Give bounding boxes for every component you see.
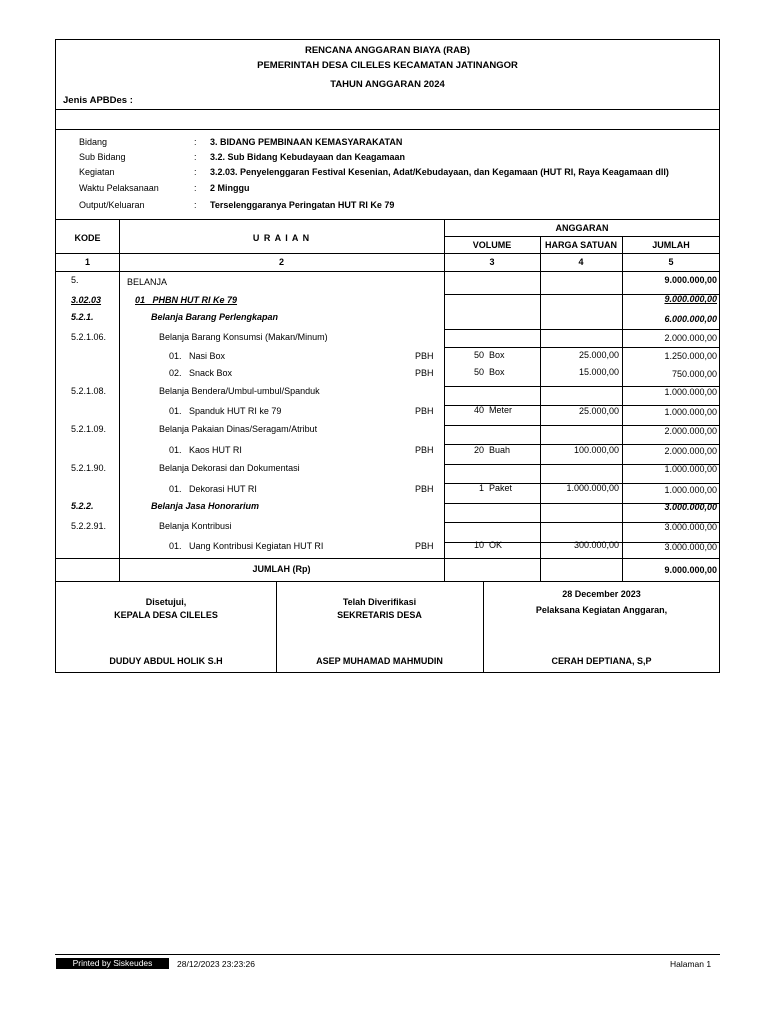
col-number: 1 bbox=[84, 257, 90, 267]
rab-document bbox=[55, 39, 720, 673]
row-harga: 1.000.000,00 bbox=[566, 483, 619, 493]
row-jumlah: 9.000.000,00 bbox=[664, 294, 717, 304]
row-uraian: 02. Snack Box bbox=[169, 368, 233, 378]
page-number: Halaman 1 bbox=[670, 959, 712, 969]
row-divider bbox=[444, 347, 719, 348]
sig1-line2: KEPALA DESA CILELES bbox=[114, 610, 218, 620]
row-satuan: PBH bbox=[415, 445, 434, 455]
row-uraian: 01. Uang Kontribusi Kegiatan HUT RI bbox=[169, 541, 324, 551]
row-kode: 5.2.1. bbox=[71, 312, 94, 322]
info-sep: : bbox=[194, 200, 197, 210]
row-kode: 5.2.1.09. bbox=[71, 424, 107, 434]
row-uraian: Belanja Jasa Honorarium bbox=[151, 501, 260, 511]
row-volume: 1 Paket bbox=[479, 483, 513, 493]
row-harga: 15.000,00 bbox=[578, 367, 619, 377]
row-jumlah: 1.250.000,00 bbox=[664, 351, 717, 361]
sig2-line2: SEKRETARIS DESA bbox=[337, 610, 422, 620]
row-volume: 40 Meter bbox=[474, 405, 513, 415]
row-volume: 50 Box bbox=[474, 367, 505, 377]
info-label: Waktu Pelaksanaan bbox=[79, 183, 159, 193]
doc-title: RENCANA ANGGARAN BIAYA (RAB) bbox=[304, 45, 471, 56]
row-uraian: 01. Kaos HUT RI bbox=[169, 445, 242, 455]
row-jumlah: 750.000,00 bbox=[671, 369, 717, 379]
divider bbox=[56, 219, 719, 220]
row-jumlah: 9.000.000,00 bbox=[664, 275, 717, 285]
row-kode: 5.2.1.06. bbox=[71, 332, 107, 342]
col-number: 5 bbox=[668, 257, 674, 267]
row-uraian: BELANJA bbox=[127, 277, 168, 287]
sig3-name: CERAH DEPTIANA, S,P bbox=[551, 656, 652, 666]
divider bbox=[56, 253, 719, 254]
doc-year: TAHUN ANGGARAN 2024 bbox=[330, 79, 445, 90]
divider bbox=[56, 109, 719, 110]
print-datetime: 28/12/2023 23:23:26 bbox=[177, 959, 255, 969]
info-label: Output/Keluaran bbox=[79, 200, 145, 210]
divider bbox=[56, 271, 719, 272]
row-uraian: Belanja Pakaian Dinas/Seragam/Atribut bbox=[159, 424, 318, 434]
sig2-line1: Telah Diverifikasi bbox=[342, 597, 417, 607]
row-kode: 5.2.1.90. bbox=[71, 463, 107, 473]
row-satuan: PBH bbox=[415, 484, 434, 494]
row-jumlah: 3.000.000,00 bbox=[664, 522, 717, 532]
sig2-name: ASEP MUHAMAD MAHMUDIN bbox=[316, 656, 443, 666]
row-kode: 3.02.03 bbox=[71, 295, 102, 305]
col-number: 4 bbox=[578, 257, 584, 267]
col-header-kode: KODE bbox=[74, 233, 101, 243]
sig3-line2: Pelaksana Kegiatan Anggaran, bbox=[535, 605, 668, 615]
info-value: 2 Minggu bbox=[210, 183, 250, 193]
row-uraian: Belanja Kontribusi bbox=[159, 521, 232, 531]
printed-by-badge: Printed by Siskeudes bbox=[56, 958, 169, 969]
total-value: 9.000.000,00 bbox=[664, 565, 717, 575]
row-harga: 25.000,00 bbox=[578, 350, 619, 360]
info-label: Sub Bidang bbox=[79, 152, 126, 162]
info-value: 3. BIDANG PEMBINAAN KEMASYARAKATAN bbox=[210, 137, 403, 147]
row-jumlah: 1.000.000,00 bbox=[664, 464, 717, 474]
row-jumlah: 2.000.000,00 bbox=[664, 333, 717, 343]
sig1-name: DUDUY ABDUL HOLIK S.H bbox=[109, 656, 223, 666]
row-jumlah: 3.000.000,00 bbox=[664, 502, 717, 512]
col-divider bbox=[119, 219, 120, 581]
row-jumlah: 1.000.000,00 bbox=[664, 485, 717, 495]
row-uraian: Belanja Bendera/Umbul-umbul/Spanduk bbox=[159, 386, 320, 396]
row-kode: 5.2.2. bbox=[71, 501, 94, 511]
doc-subtitle: PEMERINTAH DESA CILELES KECAMATAN JATINANGOR bbox=[257, 60, 518, 71]
row-uraian: 01. Nasi Box bbox=[169, 351, 226, 361]
divider bbox=[56, 558, 719, 559]
row-harga: 300.000,00 bbox=[573, 540, 619, 550]
row-harga: 25.000,00 bbox=[578, 406, 619, 416]
col-header-harga: HARGA SATUAN bbox=[545, 240, 617, 250]
info-label: Kegiatan bbox=[79, 167, 115, 177]
row-uraian: 01. Dekorasi HUT RI bbox=[169, 484, 257, 494]
row-satuan: PBH bbox=[415, 541, 434, 551]
info-sep: : bbox=[194, 137, 197, 147]
row-jumlah: 3.000.000,00 bbox=[664, 542, 717, 552]
divider bbox=[56, 581, 719, 582]
row-volume: 50 Box bbox=[474, 350, 505, 360]
row-jumlah: 1.000.000,00 bbox=[664, 407, 717, 417]
row-uraian: Belanja Dekorasi dan Dokumentasi bbox=[159, 463, 300, 473]
info-label: Bidang bbox=[79, 137, 108, 147]
row-jumlah: 6.000.000,00 bbox=[664, 314, 717, 324]
sig3-date: 28 December 2023 bbox=[562, 589, 641, 599]
row-kode: 5.2.1.08. bbox=[71, 386, 107, 396]
row-uraian: 01 PHBN HUT RI Ke 79 bbox=[135, 295, 238, 305]
col-number: 3 bbox=[489, 257, 495, 267]
col-header-jumlah: JUMLAH bbox=[652, 240, 690, 250]
col-header-volume: VOLUME bbox=[472, 240, 512, 250]
row-satuan: PBH bbox=[415, 368, 434, 378]
info-value: 3.2.03. Penyelenggaran Festival Kesenian, Adat/Kebudayaan, dan Kegamaan (HUT RI, Raya Keagamaan dll) bbox=[210, 167, 669, 177]
row-jumlah: 2.000.000,00 bbox=[664, 446, 717, 456]
col-header-anggaran: ANGGARAN bbox=[555, 223, 609, 233]
footer-divider bbox=[55, 954, 720, 955]
col-divider bbox=[444, 219, 445, 581]
row-kode: 5. bbox=[71, 275, 79, 285]
col-number: 2 bbox=[278, 257, 284, 267]
row-kode: 5.2.2.91. bbox=[71, 521, 107, 531]
info-value: 3.2. Sub Bidang Kebudayaan dan Keagamaan bbox=[210, 152, 406, 162]
info-sep: : bbox=[194, 152, 197, 162]
col-header-uraian: U R A I A N bbox=[252, 233, 311, 243]
info-sep: : bbox=[194, 183, 197, 193]
divider bbox=[444, 236, 719, 237]
info-value: Terselenggaranya Peringatan HUT RI Ke 79 bbox=[210, 200, 395, 210]
row-volume: 20 Buah bbox=[474, 445, 511, 455]
sig1-line1: Disetujui, bbox=[145, 597, 187, 607]
total-label: JUMLAH (Rp) bbox=[252, 564, 311, 574]
row-uraian: Belanja Barang Konsumsi (Makan/Minum) bbox=[159, 332, 328, 342]
row-satuan: PBH bbox=[415, 351, 434, 361]
row-jumlah: 1.000.000,00 bbox=[664, 387, 717, 397]
row-uraian: 01. Spanduk HUT RI ke 79 bbox=[169, 406, 282, 416]
row-satuan: PBH bbox=[415, 406, 434, 416]
jenis-apbdes-label: Jenis APBDes : bbox=[63, 95, 133, 106]
divider bbox=[56, 129, 719, 130]
row-jumlah: 2.000.000,00 bbox=[664, 426, 717, 436]
info-sep: : bbox=[194, 167, 197, 177]
row-uraian: Belanja Barang Perlengkapan bbox=[151, 312, 279, 322]
row-harga: 100.000,00 bbox=[573, 445, 619, 455]
row-volume: 10 OK bbox=[474, 540, 503, 550]
row-divider bbox=[444, 329, 719, 330]
